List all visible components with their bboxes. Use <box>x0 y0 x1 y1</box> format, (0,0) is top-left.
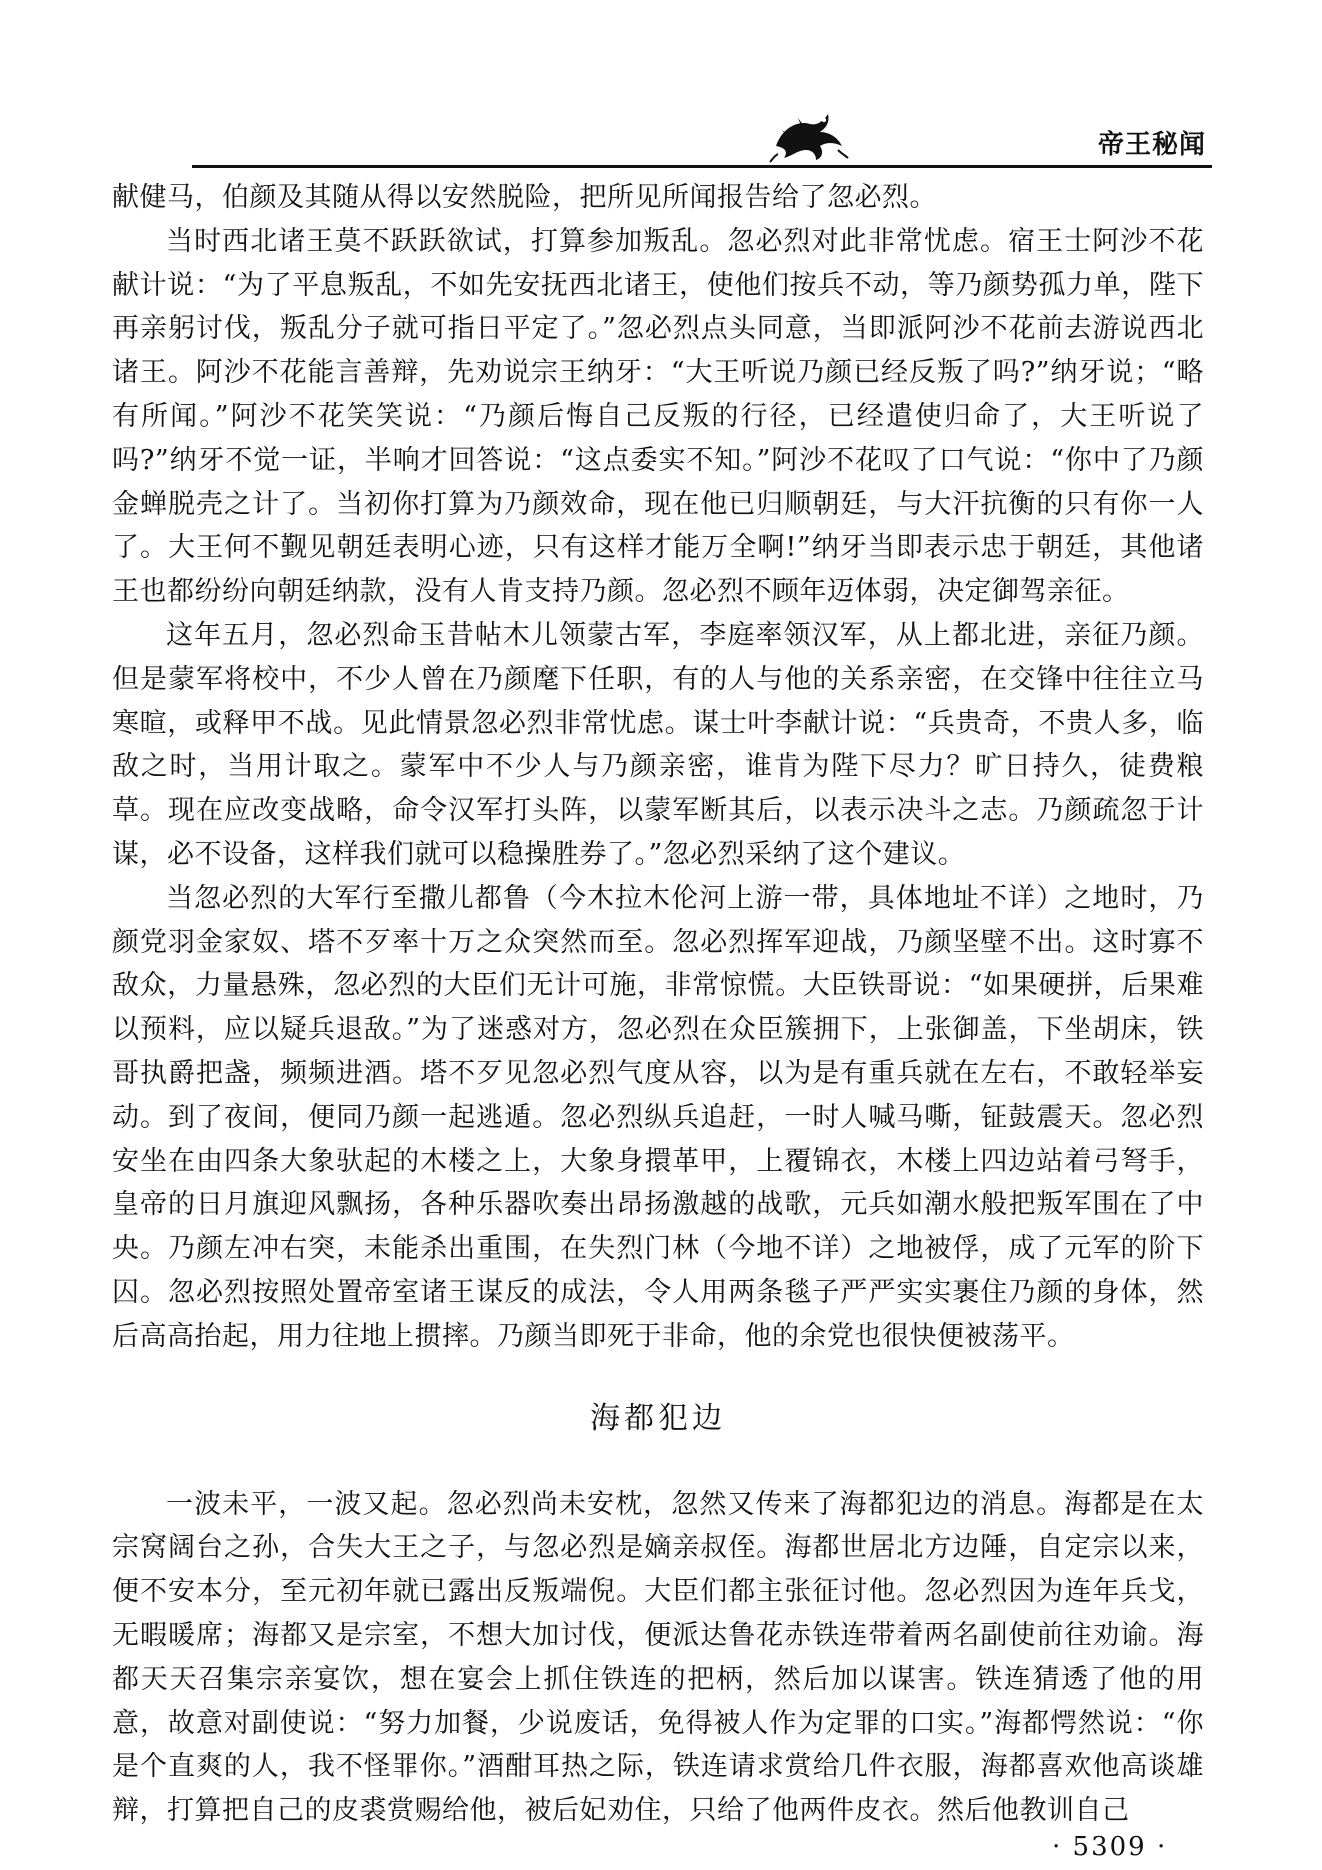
page-number: · 5309 · <box>1052 1832 1168 1862</box>
header-divider <box>192 165 1212 168</box>
paragraph: 一波未平，一波又起。忽必烈尚未安枕，忽然又传来了海都犯边的消息。海都是在太宗窝阔台之孙，合失大王之子，与忽必烈是嫡亲叔侄。海都世居北方边陲，自定宗以来，便不安本分，至元初年就已露出反叛端倪。大臣们都主张征讨他。忽必烈因为连年兵戈，无暇暖席；海都又是宗室，不想大加讨伐，便派达鲁花赤铁连带着两名副使前往劝谕。海都天天召集宗亲宴饮，想在宴会上抓住铁连的把柄，然后加以谋害。铁连猜透了他的用意，故意对副使说：“努力加餐，少说废话，免得被人作为定罪的口实。”海都愕然说：“你是个直爽的人，我不怪罪你。”酒酣耳热之际，铁连请求赏给几件衣服，海都喜欢他高谈雄辩，打算把自己的皮裘赏赐给他，被后妃劝住，只给了他两件皮衣。然后他教训自己 <box>112 1488 1204 1827</box>
main-text <box>112 176 1204 1833</box>
paragraph: 这年五月，忽必烈命玉昔帖木儿领蒙古军，李庭率领汉军，从上都北进，亲征乃颜。但是蒙军将校中，不少人曾在乃颜麾下任职，有的人与他的关系亲密，在交锋中往往立马寒暄，或释甲不战。见此情景忽必烈非常忧虑。谋士叶李献计说：“兵贵奇，不贵人多，临敌之时，当用计取之。蒙军中不少人与乃颜亲密，谁肯为陛下尽力？旷日持久，徒费粮草。现在应改变战略，命令汉军打头阵，以蒙军断其后，以表示决斗之志。乃颜疏忽于计谋，必不设备，这样我们就可以稳操胜券了。”忽必烈采纳了这个建议。 <box>112 619 1204 870</box>
section-title: 海都犯边 <box>590 1400 726 1436</box>
running-title: 帝王秘闻 <box>1097 130 1206 160</box>
running-header <box>192 112 1212 168</box>
dragon-emblem-icon <box>768 106 850 164</box>
paragraph: 当忽必烈的大军行至撒儿都鲁（今木拉木伦河上游一带，具体地址不详）之地时，乃颜党羽金家奴、塔不歹率十万之众突然而至。忽必烈挥军迎战，乃颜坚壁不出。这时寡不敌众，力量悬殊，忽必烈的大臣们无计可施，非常惊慌。大臣铁哥说：“如果硬拼，后果难以预料，应以疑兵退敌。”为了迷惑对方，忽必烈在众臣簇拥下，上张御盖，下坐胡床，铁哥执爵把盏，频频进酒。塔不歹见忽必烈气度从容，以为是有重兵就在左右，不敢轻举妄动。到了夜间，便同乃颜一起逃遁。忽必烈纵兵追赶，一时人喊马嘶，钲鼓震天。忽必烈安坐在由四条大象驮起的木楼之上，大象身擐革甲，上覆锦衣，木楼上四边站着弓弩手，皇帝的日月旗迎风飘扬，各种乐器吹奏出昂扬激越的战歌，元兵如潮水般把叛军围在了中央。乃颜左冲右突，未能杀出重围，在失烈门林（今地不详）之地被俘，成了元军的阶下囚。忽必烈按照处置帝室诸王谋反的成法，令人用两条毯子严严实实裹住乃颜的身体，然后高高抬起，用力往地上掼摔。乃颜当即死于非命，他的余党也很快便被荡平。 <box>112 882 1204 1352</box>
paragraph: 当时西北诸王莫不跃跃欲试，打算参加叛乱。忽必烈对此非常忧虑。宿王士阿沙不花献计说：“为了平息叛乱，不如先安抚西北诸王，使他们按兵不动，等乃颜势孤力单，陛下再亲躬讨伐，叛乱分子就可指日平定了。”忽必烈点头同意，当即派阿沙不花前去游说西北诸王。阿沙不花能言善辩，先劝说宗王纳牙：“大王听说乃颜已经反叛了吗?”纳牙说；“略有所闻。”阿沙不花笑笑说：“乃颜后悔自己反叛的行径，已经遣使归命了，大王听说了吗?”纳牙不觉一证，半响才回答说：“这点委实不知。”阿沙不花叹了口气说：“你中了乃颜金蝉脱壳之计了。当初你打算为乃颜效命，现在他已归顺朝廷，与大汗抗衡的只有你一人了。大王何不觐见朝廷表明心迹，只有这样才能万全啊!”纳牙当即表示忠于朝廷，其他诸王也都纷纷向朝廷纳款，没有人肯支持乃颜。忽必烈不顾年迈体弱，决定御驾亲征。 <box>112 225 1204 608</box>
paragraph: 献健马，伯颜及其随从得以安然脱险，把所见所闻报告给了忽必烈。 <box>112 182 937 213</box>
